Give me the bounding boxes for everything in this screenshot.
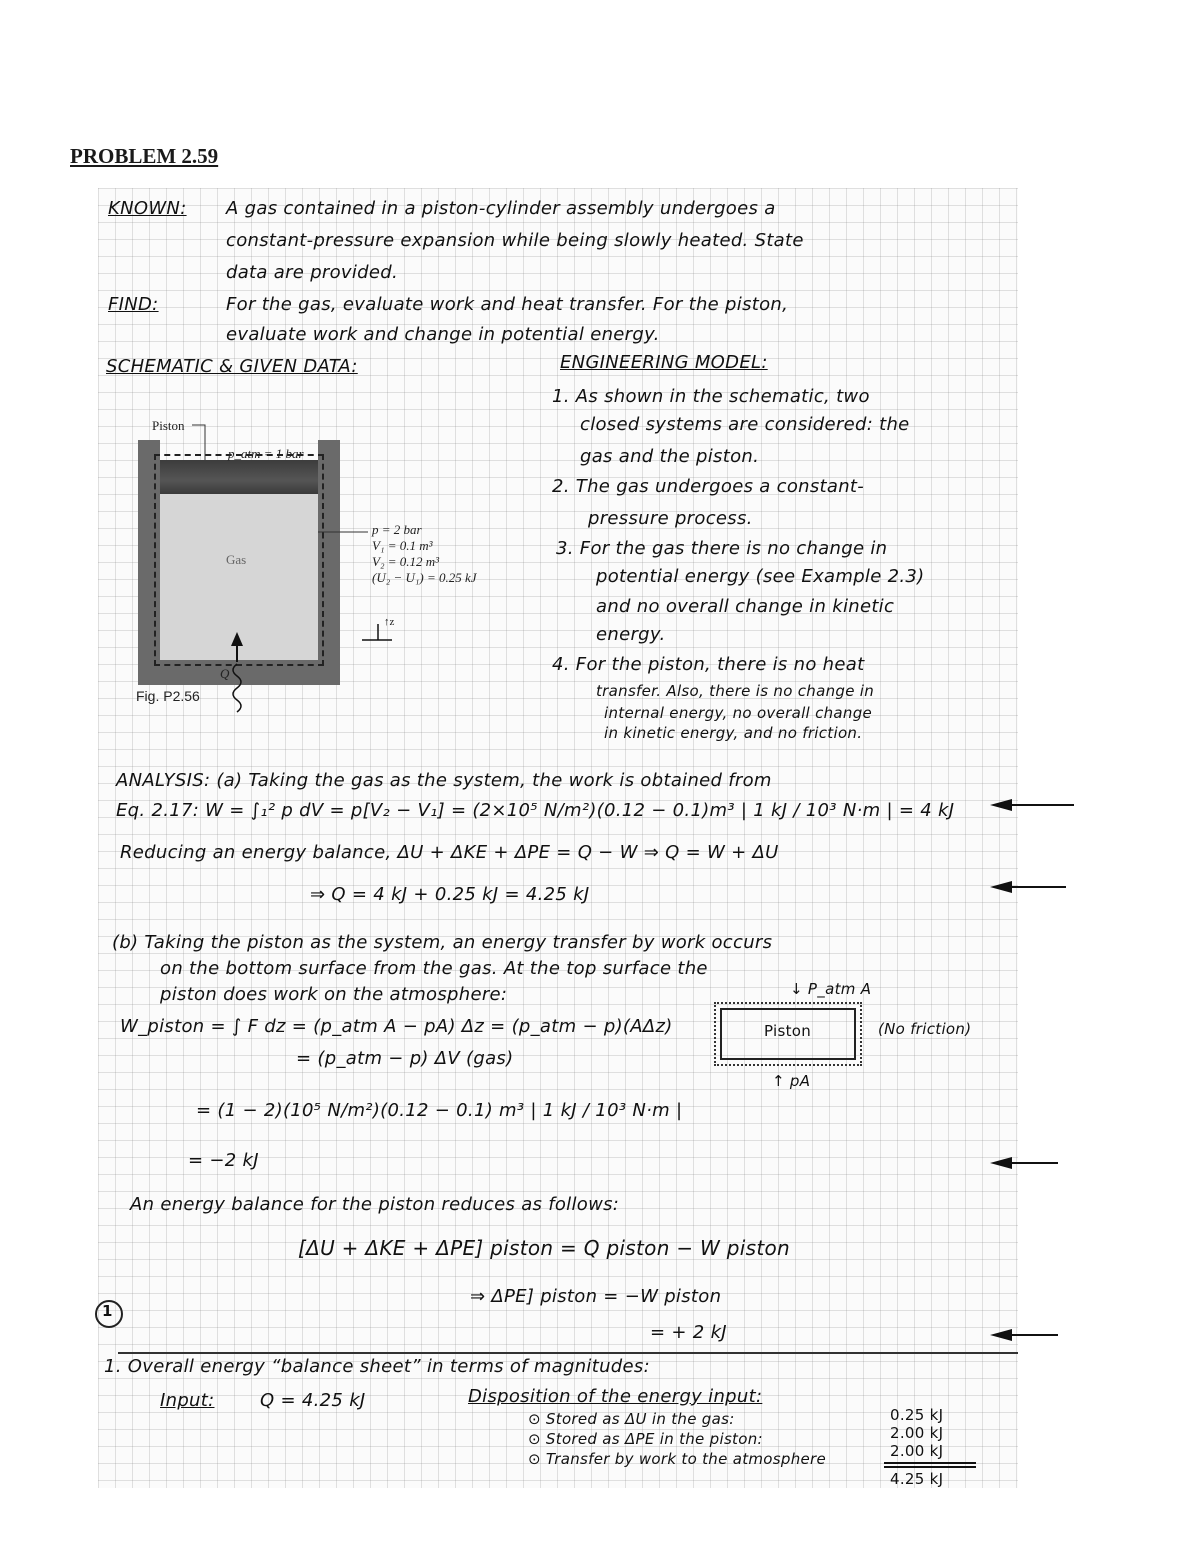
given-data-line: V₂ = 0.12 m³ <box>372 554 440 569</box>
result-arrow <box>1010 1162 1058 1164</box>
piston-label: Piston <box>152 418 185 433</box>
result-arrow <box>1010 886 1066 888</box>
find-line-1: For the gas, evaluate work and heat transfer. For the piston, <box>226 294 789 315</box>
disposition-heading: Disposition of the energy input: <box>468 1386 763 1407</box>
model-item: 3. For the gas there is no change in <box>556 538 888 559</box>
model-item: 4. For the piston, there is no heat <box>552 654 865 675</box>
part-b-line: on the bottom surface from the gas. At the top surface the <box>160 958 708 979</box>
given-data-line: p = 2 bar <box>372 522 422 537</box>
balance-sheet-heading: 1. Overall energy “balance sheet” in terms of magnitudes: <box>104 1356 650 1377</box>
energy-balance: Reducing an energy balance, ΔU + ΔKE + ΔPE = Q − W ⇒ Q = W + ΔU <box>120 842 779 863</box>
piston-pe-result: = + 2 kJ <box>650 1322 727 1343</box>
disposition-value: 2.00 kJ <box>890 1424 944 1442</box>
known-label: KNOWN: <box>108 198 187 219</box>
find-label: FIND: <box>108 294 159 315</box>
total-value: 4.25 kJ <box>890 1470 944 1488</box>
given-data-line: (U₂ − U₁) = 0.25 kJ <box>372 570 477 585</box>
piston-box-label: Piston <box>764 1022 812 1040</box>
heat-result: ⇒ Q = 4 kJ + 0.25 kJ = 4.25 kJ <box>310 884 590 905</box>
find-line-2: evaluate work and change in potential energy. <box>226 324 660 345</box>
piston-pe-eq: ⇒ ΔPE] piston = −W piston <box>470 1286 722 1307</box>
divider-line <box>118 1352 1018 1354</box>
total-rule <box>884 1466 976 1468</box>
disposition-value: 2.00 kJ <box>890 1442 944 1460</box>
part-b-line: (b) Taking the piston as the system, an energy transfer by work occurs <box>112 932 773 953</box>
schematic-heading: SCHEMATIC & GIVEN DATA: <box>106 356 358 377</box>
heat-q-label: Q <box>220 666 230 681</box>
model-item: closed systems are considered: the <box>580 414 910 435</box>
disposition-item: ⊙ Stored as ΔPE in the piston: <box>528 1430 763 1448</box>
model-heading: ENGINEERING MODEL: <box>560 352 768 373</box>
z-axis-label: ↑z <box>384 616 395 628</box>
model-item: pressure process. <box>588 508 753 529</box>
model-item: potential energy (see Example 2.3) <box>596 566 925 587</box>
patm-force-label: ↓ P_atm A <box>790 980 872 998</box>
disposition-item: ⊙ Transfer by work to the atmosphere <box>528 1450 827 1468</box>
known-line-2: constant-pressure expansion while being slowly heated. State <box>226 230 804 251</box>
result-arrow-head <box>990 799 1012 811</box>
total-rule <box>884 1462 976 1464</box>
input-value: Q = 4.25 kJ <box>260 1390 366 1411</box>
given-data-line: V₁ = 0.1 m³ <box>372 538 433 553</box>
result-arrow-head <box>990 1157 1012 1169</box>
analysis-line: ANALYSIS: (a) Taking the gas as the system, the work is obtained from <box>116 770 772 791</box>
known-line-3: data are provided. <box>226 262 399 283</box>
model-item: in kinetic energy, and no friction. <box>604 724 863 742</box>
piston-balance-eq: [ΔU + ΔKE + ΔPE] piston = Q piston − W piston <box>298 1236 790 1260</box>
no-friction-note: (No friction) <box>878 1020 972 1038</box>
patm-label: p_atm = 1 bar <box>228 446 304 461</box>
result-arrow-head <box>990 881 1012 893</box>
model-item: energy. <box>596 624 666 645</box>
piston-work-eq: W_piston = ∫ F dz = (p_atm A − pA) Δz = (p_atm − p)(AΔz) <box>120 1016 673 1037</box>
model-item: 2. The gas undergoes a constant- <box>552 476 865 497</box>
gas-label: Gas <box>226 552 247 567</box>
problem-title: PROBLEM 2.59 <box>70 144 219 168</box>
figure-caption: Fig. P2.56 <box>136 688 200 704</box>
result-arrow <box>1010 1334 1058 1336</box>
note-marker: 1 <box>102 1302 113 1320</box>
disposition-value: 0.25 kJ <box>890 1406 944 1424</box>
piston-work-result: = −2 kJ <box>188 1150 259 1171</box>
model-item: 1. As shown in the schematic, two <box>552 386 870 407</box>
model-item: internal energy, no overall change <box>604 704 873 722</box>
model-item: transfer. Also, there is no change in <box>596 682 875 700</box>
known-line-1: A gas contained in a piston-cylinder assembly undergoes a <box>226 198 776 219</box>
piston-work-eq: = (1 − 2)(10⁵ N/m²)(0.12 − 0.1) m³ | 1 kJ / 10³ N·m | <box>196 1100 683 1121</box>
disposition-item: ⊙ Stored as ΔU in the gas: <box>528 1410 735 1428</box>
result-arrow-head <box>990 1329 1012 1341</box>
piston-cylinder-schematic <box>130 410 500 730</box>
model-item: and no overall change in kinetic <box>596 596 895 617</box>
part-b-line: piston does work on the atmosphere: <box>160 984 508 1005</box>
input-label: Input: <box>160 1390 215 1411</box>
piston-work-eq: = (p_atm − p) ΔV (gas) <box>296 1048 514 1069</box>
pa-force-label: ↑ pA <box>772 1072 811 1090</box>
result-arrow <box>1010 804 1074 806</box>
work-equation: Eq. 2.17: W = ∫₁² p dV = p[V₂ − V₁] = (2×10⁵ N/m²)(0.12 − 0.1)m³ | 1 kJ / 10³ N·m | = 4 kJ <box>116 800 955 821</box>
model-item: gas and the piston. <box>580 446 760 467</box>
piston-balance-line: An energy balance for the piston reduces as follows: <box>130 1194 620 1215</box>
